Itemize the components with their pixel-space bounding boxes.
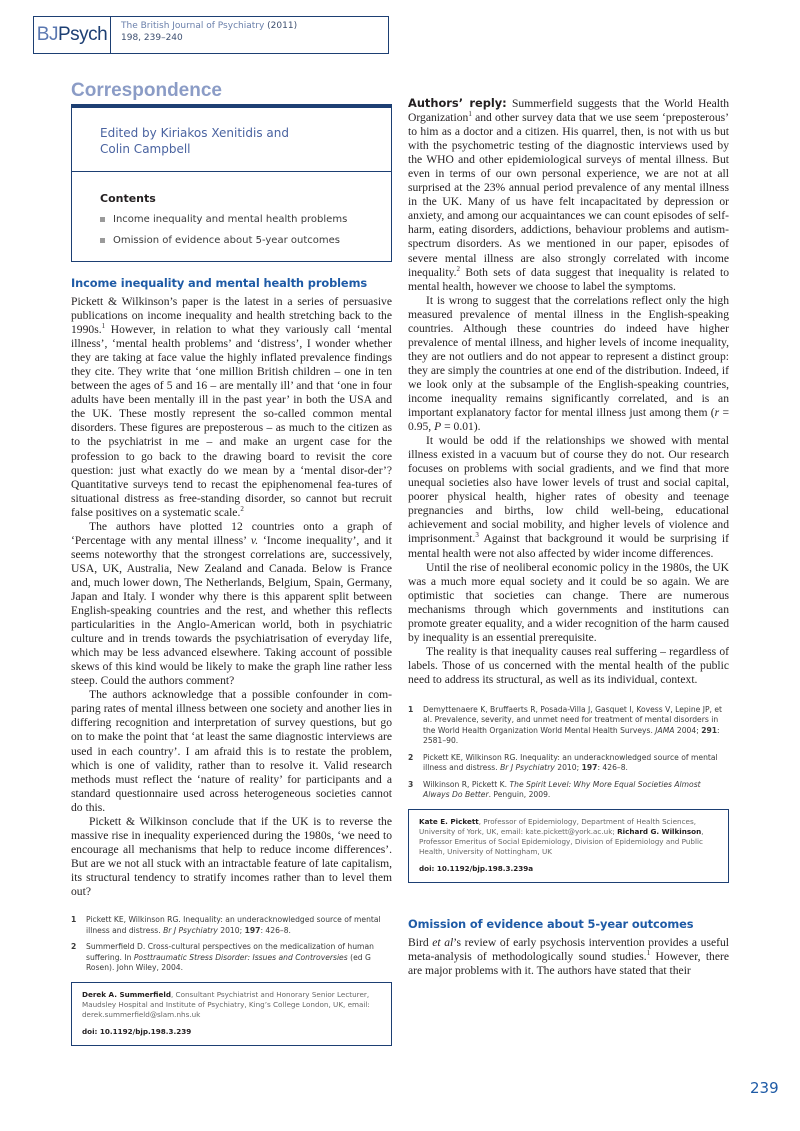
- bold-text: 197: [581, 763, 598, 773]
- paragraph: [408, 645, 729, 687]
- text-run: Pickett & Wilkinson’s paper is the latest in a series of persuasive publications on income inequality and health stretching back to the 1990s.: [71, 295, 392, 337]
- logo-bj: BJ: [36, 24, 58, 45]
- text-run: : 426–8.: [597, 763, 628, 773]
- text-run: It is wrong to suggest that the correlations reflect only the high measured prevalence of mental illness in the English-speaking countries. Although these countries do indeed have higher prevalence of mental illness, and higher levels of income inequality, they are not outliers and do not appear to represent a distinct group: they are simply the countries at one end of the distribution. Indeed, if we look only at the subsample of the English-speaking countries, income inequality remains significantly correlated, and is an important explanatory factor for mental illness just among them (: [408, 293, 729, 420]
- bold-text: Richard G. Wilkinson: [617, 826, 702, 836]
- paragraph: [71, 688, 392, 814]
- text-run: = 0.95,: [408, 406, 730, 434]
- text-run: Bird: [408, 935, 433, 949]
- paragraph: [71, 520, 392, 689]
- citation-superscript[interactable]: 1: [101, 322, 106, 331]
- journal-header: [33, 16, 389, 54]
- contents-heading: Contents: [100, 192, 156, 205]
- reference-item: [408, 753, 729, 774]
- editors-contents-box: [71, 104, 392, 262]
- reference-text: [423, 780, 729, 801]
- italic-text: r: [714, 406, 720, 420]
- editors-line: Edited by Kiriakos Xenitidis and: [100, 126, 289, 140]
- bullet-icon: [100, 238, 105, 243]
- citation-superscript[interactable]: 1: [468, 110, 472, 119]
- text-run: Wilkinson R, Pickett K.: [423, 779, 510, 789]
- journal-citation: [111, 17, 297, 53]
- reference-text: [86, 915, 392, 936]
- reference-text: [423, 753, 729, 774]
- reference-number: 3: [408, 779, 414, 789]
- references: [71, 915, 392, 974]
- text-run: : 426–8.: [260, 925, 291, 935]
- text-run: 2010;: [217, 925, 245, 935]
- journal-name: The British Journal of Psychiatry: [121, 21, 265, 31]
- text-run: and other survey data that we use seem ‘preposterous’ to him as a doctor and a citizen. His quarrel, then, is not with us but with the psychometric testing of the diagnostic interviews used by the WHO and other epidemiological surveys of mental illness. But even in terms of our own personal experience, we are not at all surprised at the 23% annual period prevalence of any mental illness in the UK. Many of us have felt incapacitated by depression or anxiety, and among our acquaintances we can count episodes of self-harm, eating disorders, addictions, behaviour problems and autism-spectrum disorders. As we mentioned in our paper, episodes of severe mental illness are also strongly correlated with income inequality.: [408, 111, 729, 279]
- text-run: ‘Income inequality’, and it seems noteworthy that the strongest correlations are, successively, USA, UK, Australia, New Zealand and Canada. Below is France and, much lower down, The Netherlands, Belgium, Spain, Germany, Japan and Italy. I wonder why there is this apparent split between English-speaking countries and the rest, and whether this reflects particularities in the Anglo-American world, both in psychiatric culture and in trends towards the psychiatrisation of everyday life, which may be less advanced elsewhere. Taking account of possible skews of this kind would be likely to make the graph line rather less steep. Could the authors comment?: [71, 533, 392, 688]
- italic-text: v.: [250, 533, 259, 547]
- text-run: Demyttenaere K, Bruffaerts R, Posada-Villa J, Gasquet I, Kovess V, Lepine JP, et al. Prevalence, severity, and unmet need for treatment of mental disorders in the World Health Organization World Mental Health Surveys.: [423, 704, 723, 735]
- citation-superscript[interactable]: 3: [475, 531, 479, 540]
- text-run: . Penguin, 2009.: [488, 790, 551, 800]
- italic-text: P: [434, 420, 442, 434]
- reply-label: Authors’ reply:: [408, 96, 507, 110]
- reference-item: [71, 915, 392, 936]
- text-run: 2010;: [554, 763, 582, 773]
- paragraph: [408, 561, 729, 645]
- editors-line: Colin Campbell: [100, 142, 191, 156]
- text-run: Summerfield suggests that the World Health Organization: [408, 97, 729, 125]
- italic-text: et al: [432, 935, 454, 949]
- text-run: Until the rise of neoliberal economic policy in the 1980s, the UK was a much more equal society and it could be so again. We are optimistic that societies can change. There are numerous mechanisms through which governments and institutions can promote greater equality, and a wider recognition of the harm caused by inequality is an essential prerequisite.: [408, 560, 729, 644]
- contents-item[interactable]: [100, 209, 391, 230]
- letter-heading: Income inequality and mental health problems: [71, 276, 368, 290]
- paragraph: [71, 295, 392, 520]
- bold-text: Kate E. Pickett: [419, 816, 479, 826]
- text-run: = 0.01).: [441, 420, 481, 434]
- citation-superscript[interactable]: 2: [240, 504, 244, 513]
- author-box: [408, 809, 729, 883]
- text-run: Pickett KE, Wilkinson RG. Inequality: an underacknowledged source of mental illness and distress.: [86, 915, 381, 935]
- contents-item[interactable]: [100, 230, 391, 251]
- contents: [72, 172, 391, 251]
- letter-body: [408, 936, 729, 978]
- paragraph: [408, 936, 729, 978]
- paragraph: [408, 96, 729, 294]
- text-run: The authors acknowledge that a possible confounder in com-paring rates of mental illness between one society and another lies in differing recognition and interpretation of survey questions, but go on to make the point that ‘at least the same diagnostic interviews are used in each country’. I am afraid this is to restate the problem, which is one of validity, rather than to resolve it. Valid research methods must reflect the ‘nature of reality’ for participants and a standard questionnaire used across heterogeneous societies cannot do this.: [71, 688, 392, 814]
- text-run: 2004;: [674, 725, 702, 735]
- reference-item: [71, 942, 392, 974]
- italic-text: Posttraumatic Stress Disorder: Issues and Controversies: [133, 952, 348, 962]
- doi-link[interactable]: doi: 10.1192/bjp.198.3.239a: [419, 863, 534, 873]
- text-run: The authors have plotted 12 countries onto a graph of ‘Percentage with any mental illness’: [71, 519, 392, 547]
- reference-item: [408, 705, 729, 747]
- italic-text: Br J Psychiatry: [163, 925, 218, 935]
- text-run: However, there are major problems with it. The authors have stated that their: [408, 950, 729, 978]
- text-run: , Professor of Epidemiology, Department of Health Sciences, University of York, UK, email: kate.pickett@york.ac.uk;: [419, 816, 696, 836]
- text-run: The reality is that inequality causes real suffering – regardless of labels. Those of us concerned with the mental health of the public need to address its structural, as well as its individual, context.: [408, 644, 729, 686]
- letter-income-inequality: [71, 276, 392, 1046]
- author-affiliation: [419, 817, 718, 857]
- paragraph: [408, 434, 729, 560]
- text-run: ’s review of early psychosis intervention provides a useful meta-analysis of methodologically sound studies.: [408, 935, 729, 964]
- bold-text: 291: [701, 725, 718, 735]
- text-run: Both sets of data suggest that inequality is related to mental health, however we choose to label the symptoms.: [408, 265, 729, 293]
- italic-text: Br J Psychiatry: [500, 763, 555, 773]
- italic-text: The Spirit Level: Why More Equal Societies Almost Always Do Better: [423, 779, 701, 800]
- contents-item-label: Income inequality and mental health problems: [113, 214, 348, 225]
- editors: [72, 108, 391, 172]
- reply-body: [408, 96, 729, 687]
- reference-number: 2: [71, 942, 77, 952]
- paragraph: [408, 294, 729, 434]
- text-run: (ed G Rosen). John Wiley, 2004.: [86, 952, 371, 973]
- paragraph: [71, 815, 392, 899]
- doi-link[interactable]: doi: 10.1192/bjp.198.3.239: [82, 1026, 192, 1036]
- text-run: Against that background it would be surprising if mental health were not also affected by wider income differences.: [408, 532, 729, 560]
- reference-item: [408, 780, 729, 801]
- author-box: [71, 982, 392, 1046]
- bjpsych-logo: [34, 17, 111, 53]
- bold-text: 197: [244, 925, 261, 935]
- text-run: Pickett & Wilkinson conclude that if the UK is to reverse the massive rise in inequality experienced during the 1980s, ‘we need to encourage all mechanisms that help to reduce income differences’. But are we not all stuck with an intractable feature of late capitalism, its structural tendency to stratify incomes rather than to level them out?: [71, 814, 392, 898]
- section-title: Correspondence: [71, 80, 222, 101]
- text-run: , Professor Emeritus of Social Epidemiology, Division of Epidemiology and Public Health, University of Nottingham, UK: [419, 826, 704, 856]
- letter-body: [71, 295, 392, 899]
- volume-pages: 198, 239–240: [121, 33, 183, 43]
- reference-text: [86, 942, 392, 974]
- text-run: It would be odd if the relationships we showed with mental illness existed in a vacuum but of course they do not. Our research focuses on problems with social gradients, and we find that more unequal societies also have lower levels of trust and social capital, poorer physical health, higher rates of obesity and teenage pregnancies and births, low child well-being, educational achievement and social mobility, and higher levels of violence and imprisonment.: [408, 434, 729, 546]
- references: [408, 705, 729, 801]
- citation-superscript[interactable]: 2: [456, 264, 461, 273]
- authors-reply: [408, 96, 729, 978]
- citation-superscript[interactable]: 1: [646, 949, 651, 958]
- reference-text: [423, 705, 729, 747]
- italic-text: JAMA: [655, 725, 675, 735]
- reference-number: 1: [71, 915, 77, 925]
- text-run: Summerfield D. Cross-cultural perspectives on the medicalization of human suffering. In: [86, 942, 374, 962]
- bold-text: Derek A. Summerfield: [82, 989, 171, 999]
- logo-psych: Psych: [57, 24, 108, 45]
- text-run: , Consultant Psychiatrist and Honorary Senior Lecturer, Maudsley Hospital and Institute of Psychiatry, King’s College London, UK, email: derek.summerfield@slam.nhs.uk: [82, 989, 370, 1019]
- letter-heading: Omission of evidence about 5-year outcomes: [408, 916, 694, 931]
- text-run: : 2581–90.: [423, 725, 720, 746]
- journal-year: (2011): [267, 21, 298, 31]
- text-run: Pickett KE, Wilkinson RG. Inequality: an underacknowledged source of mental illness and distress.: [423, 752, 718, 773]
- text-run: However, in relation to what they variously call ‘mental illness’, ‘mental health problems’ and ‘distress’, I wonder whether they are taking at face value the highly inflated prevalence findings they cite. They write that ‘one million British children – one in ten between the ages of 5 and 16 – are mentally ill’ and that ‘one in four adults have been mentally ill in the past year’ in both the USA and the UK. These mostly represent the so-called common mental disorders. These figures are preposterous – as much to the citizen as to the psychiatrist in me – and make an urgent case for the profession to go back to the drawing board to revisit the core question: just what exactly do we mean by a ‘mental disor-der’? Quantitative surveys tend to recast the epiphenomenal fea-tures of situational distress as free-standing disorder, so cannot but recruit false positives on a systematic scale.: [71, 323, 392, 519]
- page-number: 239: [750, 1079, 779, 1097]
- reference-number: 1: [408, 704, 414, 714]
- contents-item-label: Omission of evidence about 5-year outcomes: [113, 235, 340, 246]
- reference-number: 2: [408, 752, 414, 762]
- bullet-icon: [100, 217, 105, 222]
- author-affiliation: [82, 990, 381, 1020]
